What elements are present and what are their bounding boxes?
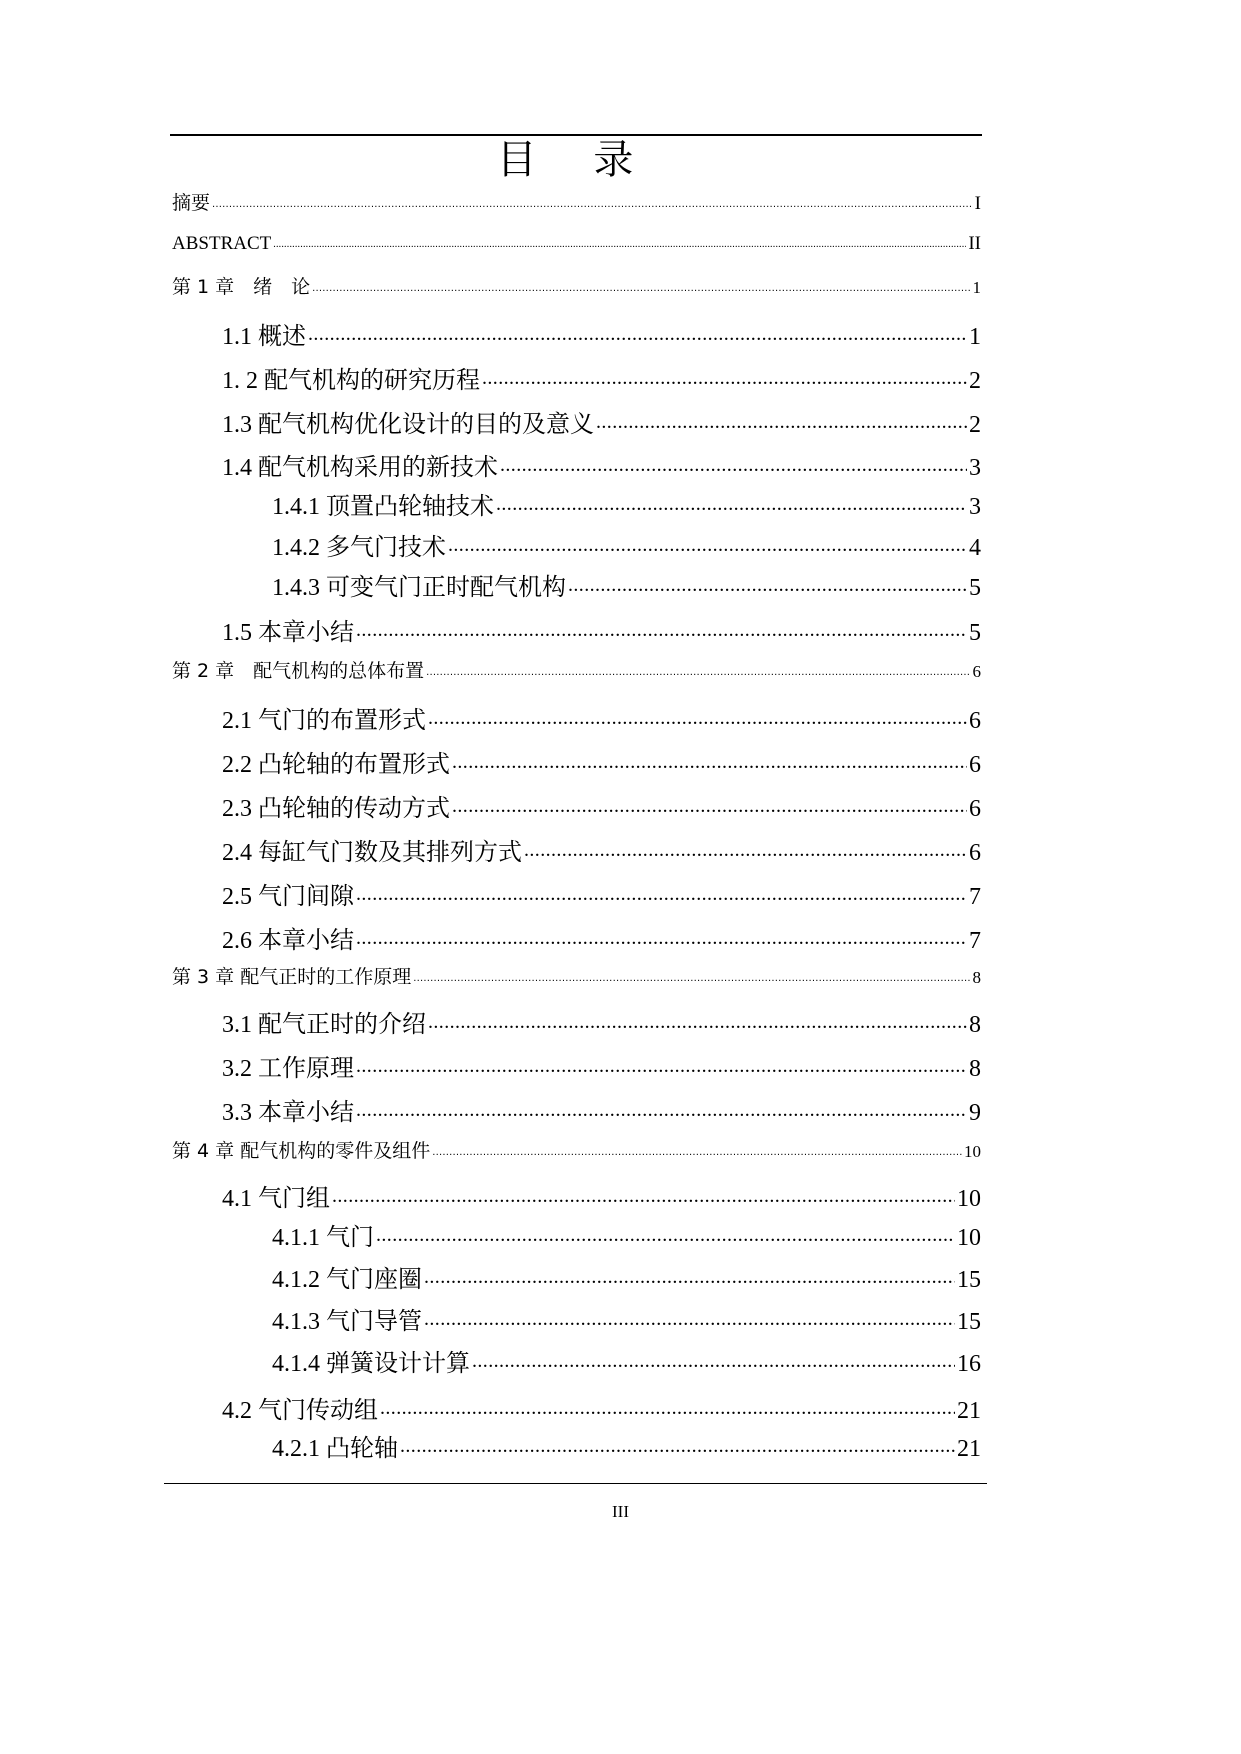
toc-leader-dots — [428, 705, 967, 729]
toc-leader-dots — [376, 1222, 955, 1246]
toc-entry[interactable] — [222, 404, 981, 439]
toc-entry[interactable] — [172, 1136, 981, 1163]
toc-entry[interactable] — [272, 1343, 981, 1378]
toc-entry[interactable] — [222, 447, 981, 482]
toc-entry-title: 2.2 凸轮轴的布置形式 — [222, 752, 450, 778]
toc-entry-page: 3 — [969, 494, 981, 520]
toc-leader-dots — [432, 1139, 962, 1158]
toc-entry-title: 2.3 凸轮轴的传动方式 — [222, 796, 450, 822]
toc-entry-page: 6 — [969, 796, 981, 822]
toc-entry[interactable] — [172, 962, 981, 989]
toc-entry[interactable] — [222, 1092, 981, 1127]
toc-entry[interactable] — [272, 527, 981, 562]
toc-entry-title: 4.2.1 凸轮轴 — [272, 1436, 398, 1462]
toc-entry-title: 第 2 章 配气机构的总体布置 — [172, 660, 425, 682]
footer-rule — [164, 1483, 987, 1484]
toc-leader-dots — [424, 1306, 955, 1330]
toc-entry[interactable] — [172, 230, 981, 255]
toc-entry-title: 1.4.1 顶置凸轮轴技术 — [272, 494, 494, 520]
toc-leader-dots — [413, 965, 970, 984]
toc-entry-page: 16 — [957, 1351, 981, 1377]
toc-leader-dots — [500, 452, 967, 476]
toc-entry-page: 2 — [969, 412, 981, 438]
toc-entry-title: 第 1 章 绪 论 — [172, 276, 311, 298]
toc-entry-page: 8 — [969, 1012, 981, 1038]
toc-entry-title: 4.1.2 气门座圈 — [272, 1267, 422, 1293]
toc-entry[interactable] — [222, 1390, 981, 1425]
toc-entry[interactable] — [222, 920, 981, 955]
toc-entry-title: ABSTRACT — [172, 233, 272, 254]
toc-leader-dots — [482, 365, 967, 389]
toc-entry-title: 1.1 概述 — [222, 324, 306, 350]
toc-entry-page: 1 — [969, 324, 981, 350]
toc-entry-page: 5 — [969, 620, 981, 646]
toc-entry-page: II — [968, 233, 981, 254]
toc-leader-dots — [400, 1433, 955, 1457]
toc-entry-page: 6 — [969, 708, 981, 734]
toc-entry[interactable] — [222, 1178, 981, 1213]
toc-entry[interactable] — [222, 876, 981, 911]
toc-entry-page: 3 — [969, 455, 981, 481]
toc-entry-title: 1.4.3 可变气门正时配气机构 — [272, 575, 566, 601]
toc-entry[interactable] — [272, 1217, 981, 1252]
toc-entry-title: 4.1.4 弹簧设计计算 — [272, 1351, 470, 1377]
toc-entry[interactable] — [272, 1301, 981, 1336]
toc-entry-title: 2.1 气门的布置形式 — [222, 708, 426, 734]
toc-leader-dots — [472, 1348, 955, 1372]
page-title: 目 录 — [496, 137, 656, 183]
toc-entry-page: 6 — [972, 662, 981, 681]
toc-entry-title: 3.3 本章小结 — [222, 1100, 354, 1126]
toc-leader-dots — [356, 617, 967, 641]
toc-entry-title: 第 3 章 配气正时的工作原理 — [172, 966, 412, 988]
toc-leader-dots — [568, 572, 967, 596]
toc-entry[interactable] — [172, 188, 981, 215]
toc-entry-title: 3.1 配气正时的介绍 — [222, 1012, 426, 1038]
toc-leader-dots — [356, 1097, 967, 1121]
toc-entry-page: 10 — [957, 1186, 981, 1212]
toc-entry[interactable] — [272, 1259, 981, 1294]
toc-entry[interactable] — [172, 656, 981, 683]
toc-leader-dots — [356, 881, 967, 905]
toc-leader-dots — [332, 1183, 955, 1207]
toc-entry[interactable] — [222, 744, 981, 779]
toc-leader-dots — [496, 491, 967, 515]
toc-entry-title: 2.5 气门间隙 — [222, 884, 354, 910]
toc-entry-title: 1.3 配气机构优化设计的目的及意义 — [222, 412, 594, 438]
toc-entry-title: 4.2 气门传动组 — [222, 1398, 378, 1424]
toc-entry-title: 摘要 — [172, 192, 211, 214]
toc-leader-dots — [356, 1053, 967, 1077]
toc-entry-page: 7 — [969, 928, 981, 954]
toc-entry[interactable] — [222, 1004, 981, 1039]
toc-leader-dots — [452, 793, 967, 817]
toc-entry-page: 21 — [957, 1398, 981, 1424]
toc-entry-title: 2.6 本章小结 — [222, 928, 354, 954]
toc-entry-page: 6 — [969, 752, 981, 778]
toc-entry[interactable] — [272, 1428, 981, 1463]
toc-entry[interactable] — [222, 316, 981, 351]
toc-entry-page: 2 — [969, 368, 981, 394]
toc-entry-title: 1.5 本章小结 — [222, 620, 354, 646]
toc-leader-dots — [448, 532, 967, 556]
toc-leader-dots — [428, 1009, 967, 1033]
toc-entry-page: 9 — [969, 1100, 981, 1126]
toc-entry-page: 5 — [969, 575, 981, 601]
page-number: III — [612, 1502, 629, 1521]
toc-entry-page: 15 — [957, 1267, 981, 1293]
toc-entry-page: 1 — [972, 278, 981, 297]
toc-leader-dots — [308, 321, 967, 345]
toc-entry-title: 1.4 配气机构采用的新技术 — [222, 455, 498, 481]
toc-leader-dots — [273, 231, 966, 250]
toc-entry-title: 4.1.3 气门导管 — [272, 1309, 422, 1335]
toc-entry[interactable] — [272, 567, 981, 602]
toc-entry[interactable] — [172, 272, 981, 299]
toc-entry[interactable] — [272, 486, 981, 521]
toc-entry-page: 21 — [957, 1436, 981, 1462]
toc-entry-page: 4 — [969, 535, 981, 561]
toc-leader-dots — [452, 749, 967, 773]
toc-entry-page: 8 — [972, 968, 981, 987]
toc-entry-page: 15 — [957, 1309, 981, 1335]
toc-leader-dots — [212, 191, 973, 210]
toc-leader-dots — [596, 409, 967, 433]
toc-leader-dots — [524, 837, 967, 861]
toc-entry-title: 第 4 章 配气机构的零件及组件 — [172, 1140, 431, 1162]
toc-entry[interactable] — [222, 788, 981, 823]
toc-entry-page: I — [974, 193, 981, 214]
toc-entry-title: 4.1 气门组 — [222, 1186, 330, 1212]
toc-entry[interactable] — [222, 1048, 981, 1083]
toc-entry-page: 10 — [964, 1142, 981, 1161]
toc-entry-title: 4.1.1 气门 — [272, 1225, 374, 1251]
toc-entry-title: 1. 2 配气机构的研究历程 — [222, 368, 480, 394]
toc-leader-dots — [424, 1264, 955, 1288]
toc-entry-page: 10 — [957, 1225, 981, 1251]
toc-entry-title: 3.2 工作原理 — [222, 1056, 354, 1082]
toc-entry-page: 8 — [969, 1056, 981, 1082]
toc-leader-dots — [426, 659, 970, 678]
toc-entry-page: 7 — [969, 884, 981, 910]
toc-entry[interactable] — [222, 832, 981, 867]
toc-entry[interactable] — [222, 360, 981, 395]
toc-entry-title: 1.4.2 多气门技术 — [272, 535, 446, 561]
toc-entry-page: 6 — [969, 840, 981, 866]
toc-entry[interactable] — [222, 700, 981, 735]
toc-entry[interactable] — [222, 612, 981, 647]
toc-leader-dots — [380, 1395, 955, 1419]
toc-leader-dots — [356, 925, 967, 949]
toc-leader-dots — [312, 275, 970, 294]
toc-entry-title: 2.4 每缸气门数及其排列方式 — [222, 840, 522, 866]
